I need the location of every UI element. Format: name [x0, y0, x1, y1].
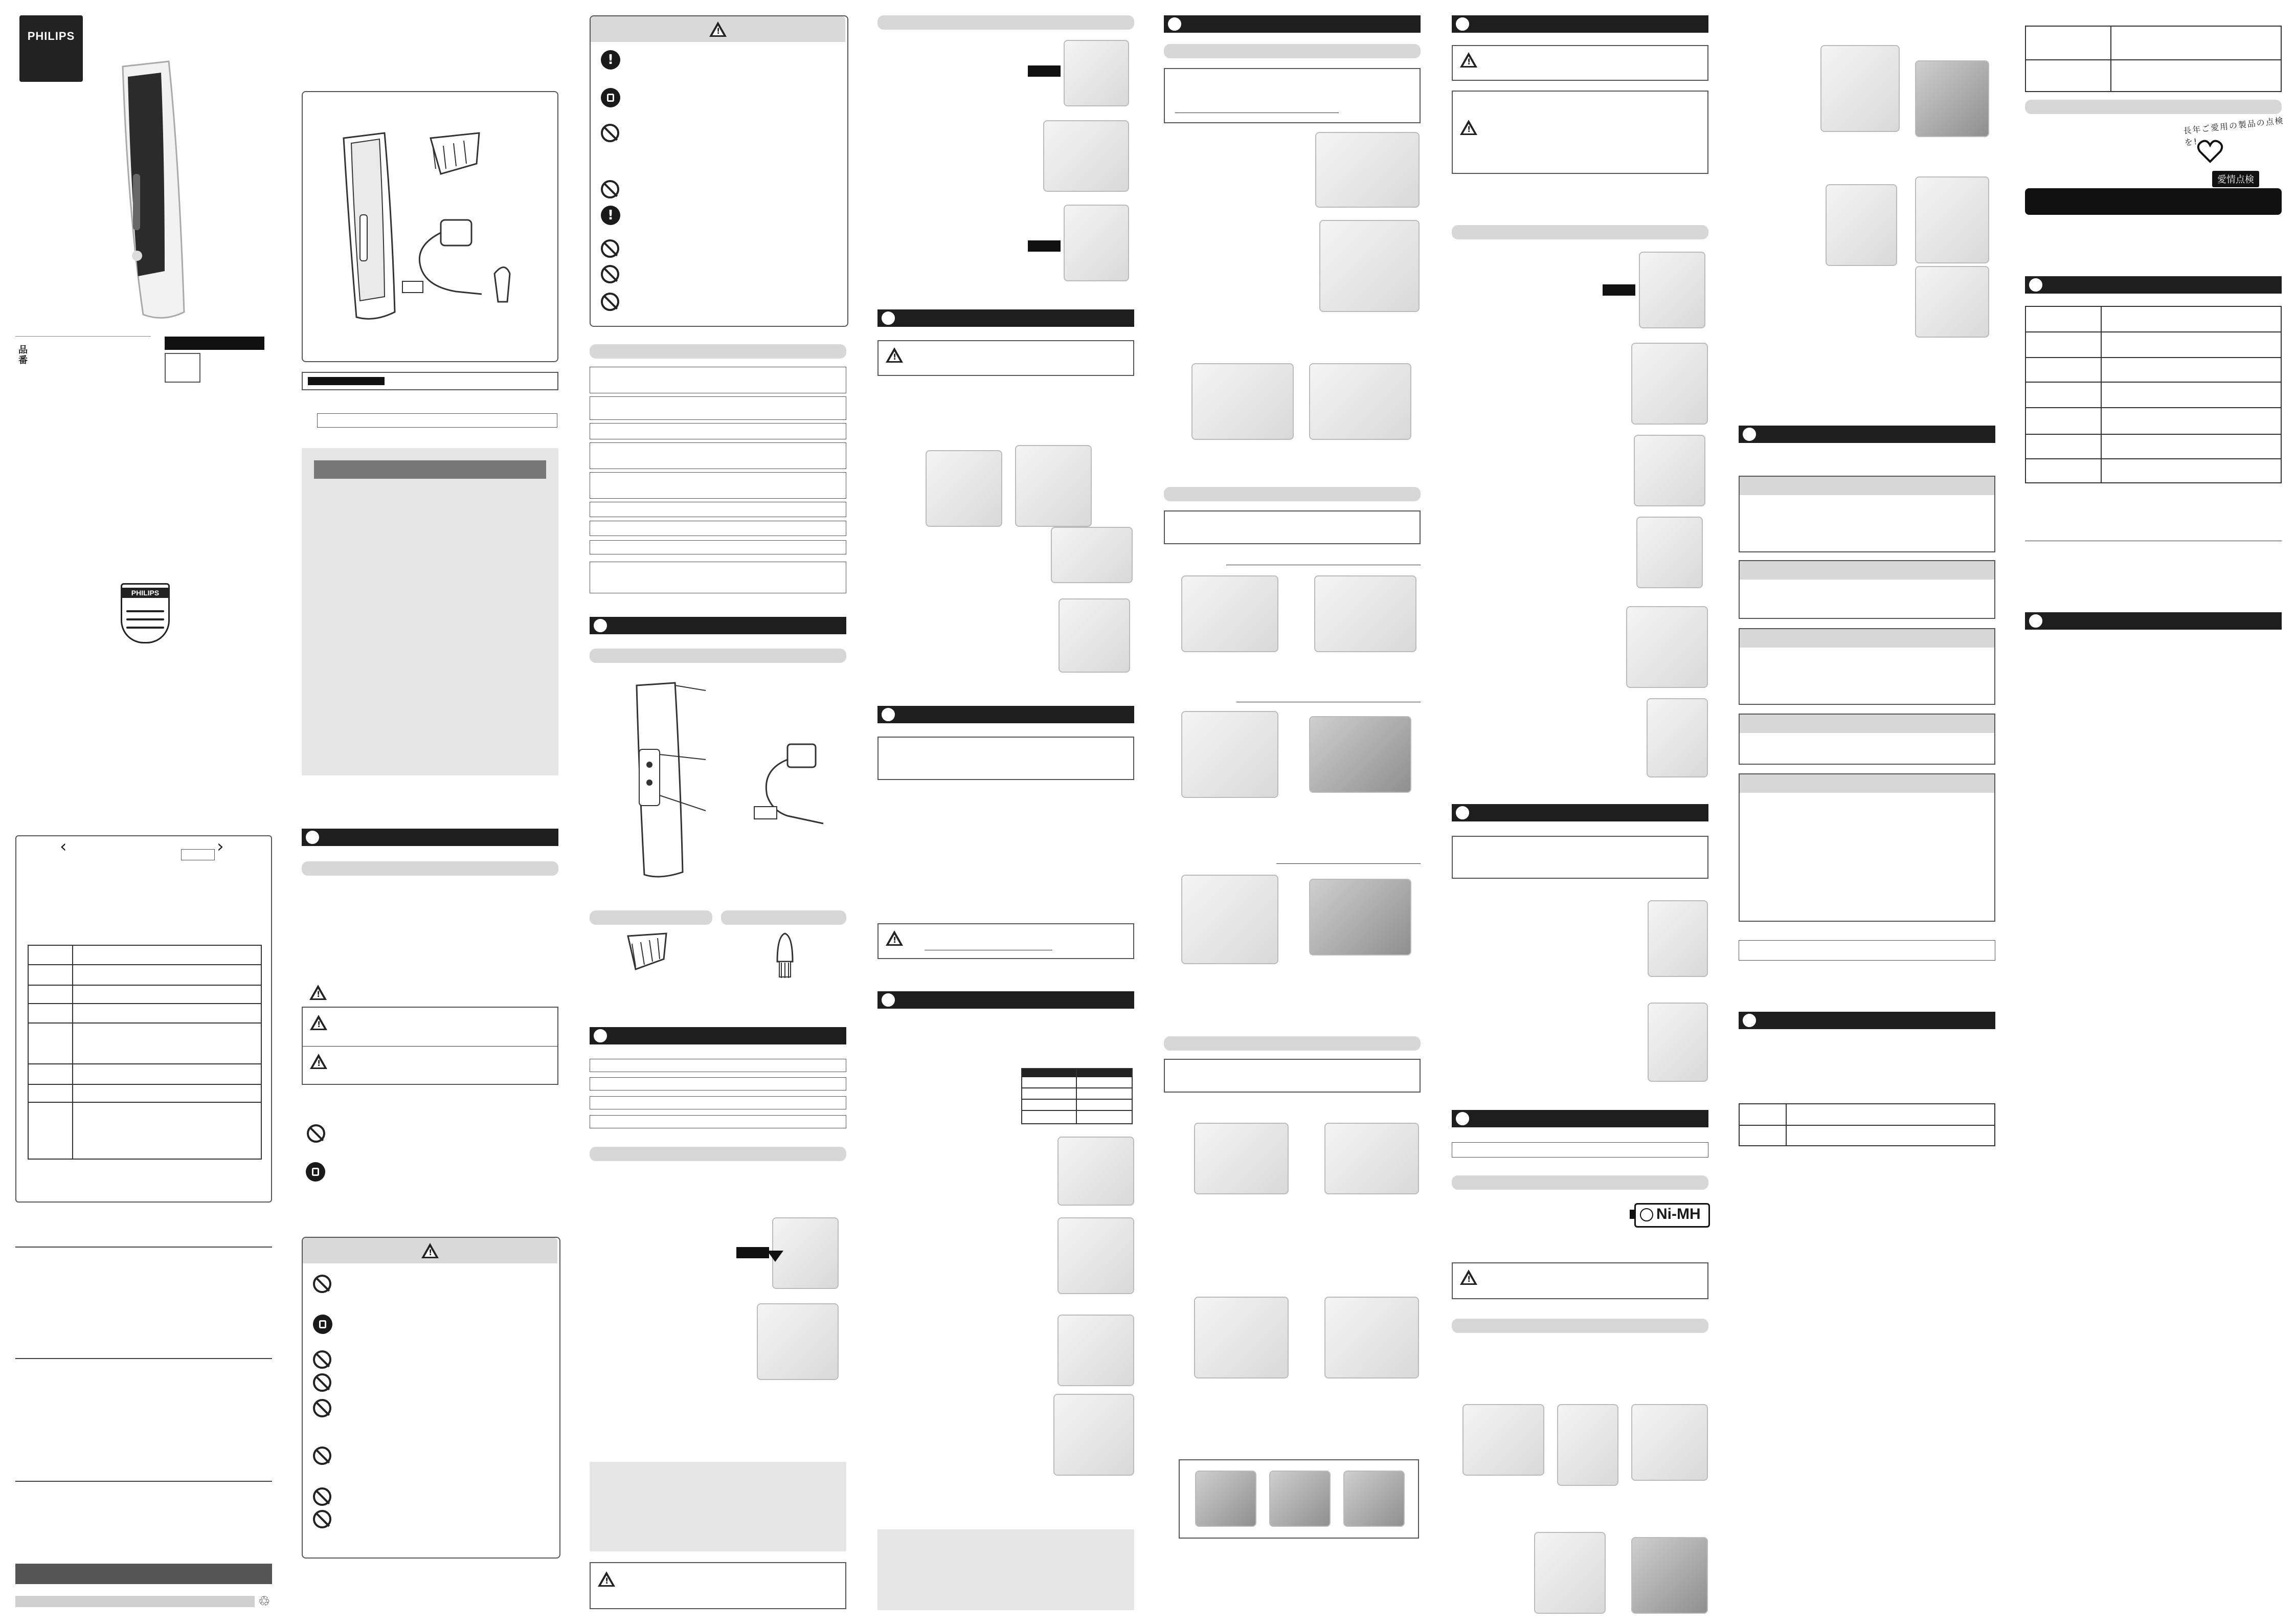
subheader — [1164, 1036, 1421, 1051]
switch-off-illustration — [1064, 40, 1129, 106]
danger-panel-2 — [590, 15, 848, 327]
danger-panel — [302, 1237, 560, 1559]
seal-label: 愛情点検 — [2212, 171, 2259, 187]
step-rule — [1276, 863, 1421, 864]
serial-box — [302, 372, 558, 390]
section-header — [1164, 15, 1421, 33]
warning-icon — [598, 1571, 615, 1587]
unplug-icon — [313, 1315, 332, 1334]
model-number-box — [165, 353, 200, 383]
warning-icon — [886, 347, 903, 363]
philips-shield-emblem: PHILIPS — [121, 583, 170, 643]
prohibition-icon — [313, 1399, 331, 1417]
row-box — [590, 1096, 846, 1109]
row-box — [590, 423, 846, 439]
switch-on-illustration — [1064, 205, 1129, 281]
troubleshoot-box — [1739, 714, 1995, 765]
subheader — [590, 649, 846, 663]
section-header — [877, 706, 1134, 723]
haircut-back-illustration — [1309, 363, 1411, 440]
section-header — [2025, 612, 2282, 630]
section-header — [877, 991, 1134, 1009]
info-box — [1452, 836, 1708, 879]
model-label-line1: 品 — [18, 345, 28, 355]
contour-illustration — [1324, 1297, 1419, 1378]
prohibition-icon — [601, 180, 619, 198]
warning-icon — [310, 1015, 327, 1030]
disposal-step-illustration — [1557, 1404, 1618, 1486]
warning-icon — [886, 930, 903, 946]
troubleshoot-box — [1739, 773, 1995, 922]
disposal-step-illustration — [1534, 1532, 1606, 1614]
divider — [15, 1247, 272, 1248]
contact-table — [2025, 26, 2282, 92]
spec-table — [1739, 1103, 1995, 1146]
battery-removal-illustration — [1915, 60, 1989, 137]
prohibition-icon — [313, 1510, 331, 1528]
length-adjust-illustration — [1059, 598, 1130, 673]
subheader — [590, 910, 712, 925]
caution-icon — [310, 1054, 327, 1069]
warranty-card — [15, 835, 272, 1203]
subheader — [590, 344, 846, 359]
top-trim-illustration — [1309, 879, 1411, 955]
trimming-illustration — [1053, 1394, 1134, 1476]
haircut-face-illustration — [1319, 220, 1420, 312]
caution-note-box — [1452, 91, 1708, 174]
subheader — [877, 15, 1134, 30]
row-box — [590, 562, 846, 593]
warning-box — [302, 1007, 558, 1085]
caution-note-box — [877, 340, 1134, 376]
subheader — [2025, 100, 2282, 114]
footer-bar — [15, 1564, 272, 1584]
prohibition-icon — [313, 1487, 331, 1506]
warning-icon — [1460, 52, 1477, 68]
stamp-box — [181, 849, 215, 860]
section-header — [590, 617, 846, 634]
section-header — [302, 829, 558, 846]
subheader — [1452, 225, 1708, 239]
prohibition-icon — [601, 265, 619, 283]
contour-panel — [1179, 1459, 1419, 1539]
section-header — [2025, 276, 2282, 294]
footer-grey-band — [15, 1596, 255, 1607]
reattach-illustration — [1647, 698, 1708, 777]
unplug-icon — [306, 1162, 325, 1182]
intro-panel — [302, 448, 558, 775]
section-header — [1452, 1110, 1708, 1127]
contour-illustration — [1194, 1297, 1289, 1378]
mandatory-icon: ! — [601, 206, 620, 225]
neck-trim-illustration — [1314, 575, 1416, 652]
seal-arc-text: 長年ご愛用の製品の点検を! — [2182, 115, 2285, 148]
arrow-label-box — [1028, 240, 1061, 252]
subheader — [721, 910, 846, 925]
arrow-label-box — [1603, 284, 1635, 296]
battery-removal-illustration — [1826, 184, 1897, 266]
disposal-step-illustration — [1631, 1404, 1708, 1481]
warranty-table — [28, 945, 262, 1160]
info-box — [1164, 68, 1421, 123]
caution-note-box — [1452, 1262, 1708, 1299]
info-panel — [590, 1462, 846, 1551]
comb-slide-illustration — [1051, 527, 1133, 583]
battery-nimh-icon: Ni-MH — [1634, 1203, 1710, 1228]
blade-illustration — [1636, 517, 1703, 588]
arrow-label-box — [736, 1247, 769, 1258]
comb-step-illustration — [1181, 575, 1278, 652]
cleaning-step-illustration — [1631, 343, 1708, 425]
model-number-bar — [165, 337, 264, 350]
warning-icon — [1460, 120, 1477, 135]
row-box — [1452, 1142, 1708, 1158]
battery-removal-illustration — [1915, 266, 1989, 338]
disposal-step-illustration — [1631, 1537, 1708, 1614]
comb-length-illustration — [1181, 875, 1278, 964]
heart-icon — [2197, 139, 2223, 164]
oil-step-illustration — [1648, 900, 1708, 977]
oil-step-illustration — [1648, 1003, 1708, 1082]
prohibition-icon — [601, 124, 619, 142]
model-label-line2: 番 — [18, 355, 28, 365]
row-box — [590, 442, 846, 469]
section-header — [1739, 1012, 1995, 1029]
subheader — [1452, 1319, 1708, 1333]
length-setting-illustration — [1015, 445, 1092, 527]
battery-removal-illustration — [1820, 45, 1900, 132]
ear-trim-illustration — [1194, 1123, 1289, 1194]
section-header — [1452, 15, 1708, 33]
subheader — [1164, 44, 1421, 58]
prohibition-icon — [313, 1373, 331, 1392]
rinse-illustration — [1626, 606, 1708, 688]
chevron-right-icon: › — [217, 836, 224, 857]
info-box — [877, 737, 1134, 780]
row-box — [590, 502, 846, 517]
haircut-step-illustration — [1315, 132, 1420, 208]
warning-icon — [421, 1243, 439, 1258]
switch-off-illustration — [1639, 252, 1705, 328]
ear-trim-illustration — [1324, 1123, 1419, 1194]
warning-icon — [1460, 1270, 1477, 1285]
package-contents-panel — [302, 91, 558, 362]
length-setting-illustration — [1057, 1217, 1134, 1294]
unplug-illustration — [1043, 120, 1129, 192]
back-trim-illustration — [1309, 716, 1411, 793]
caution-note-box — [1452, 45, 1708, 81]
model-rule — [15, 336, 151, 337]
row-box — [590, 540, 846, 554]
subheader — [590, 1147, 846, 1161]
prohibition-icon — [313, 1350, 331, 1369]
section-header — [590, 1027, 846, 1044]
prohibition-icon — [601, 239, 619, 258]
comb-length-illustration — [1181, 711, 1278, 798]
battery-removal-illustration — [1915, 176, 1989, 263]
no-water-icon — [307, 1124, 325, 1143]
comb-attach-illustration — [1057, 1137, 1134, 1206]
section-header — [1739, 426, 1995, 443]
chevron-left-icon: ‹ — [60, 836, 67, 857]
package-contents-illustration — [303, 92, 558, 362]
note-box — [317, 413, 557, 428]
comb-illustration — [623, 931, 674, 980]
notice-bar — [2025, 188, 2282, 215]
info-panel — [877, 1529, 1134, 1610]
comb-attach-illustration — [926, 450, 1002, 527]
length-table — [1021, 1068, 1133, 1124]
arrow-label-box — [1028, 65, 1061, 77]
caution-note-box — [877, 923, 1134, 959]
brush-illustration — [772, 931, 798, 982]
prohibition-icon — [601, 293, 619, 311]
row-box — [1739, 940, 1995, 961]
service-table — [2025, 306, 2282, 483]
troubleshoot-box — [1739, 476, 1995, 552]
mandatory-icon: ! — [601, 50, 620, 70]
info-box — [1164, 510, 1421, 544]
info-box — [1164, 1059, 1421, 1093]
row-box — [590, 1059, 846, 1072]
section-header — [877, 309, 1134, 327]
row-box — [590, 1077, 846, 1091]
remove-head-illustration — [1634, 435, 1705, 506]
subheader — [302, 861, 558, 876]
disposal-step-illustration — [1462, 1404, 1544, 1476]
haircut-side-illustration — [1191, 363, 1294, 440]
row-box — [590, 396, 846, 420]
caution-note-box — [590, 1562, 846, 1609]
warning-icon — [709, 21, 727, 37]
warning-icon — [309, 985, 327, 1000]
troubleshoot-box — [1739, 560, 1995, 619]
troubleshoot-box — [1739, 628, 1995, 705]
divider — [15, 1358, 272, 1359]
subheader — [1452, 1175, 1708, 1190]
switch-on-illustration — [1057, 1315, 1134, 1386]
row-box — [590, 521, 846, 536]
prohibition-icon — [313, 1447, 331, 1465]
divider — [15, 1481, 272, 1482]
unplug-icon — [601, 88, 620, 107]
parts-diagram — [609, 678, 844, 882]
recycle-icon: ♲ — [258, 1594, 271, 1609]
prohibition-icon — [313, 1275, 331, 1293]
philips-logo-badge: PHILIPS — [19, 15, 83, 82]
charger-plug-illustration — [757, 1303, 839, 1380]
row-box — [590, 472, 846, 499]
subheader — [1164, 487, 1421, 501]
hair-clipper-product-image — [107, 56, 189, 322]
arrow-down-icon — [767, 1251, 783, 1262]
row-box — [590, 1115, 846, 1128]
section-header — [1452, 804, 1708, 821]
row-box — [590, 367, 846, 393]
